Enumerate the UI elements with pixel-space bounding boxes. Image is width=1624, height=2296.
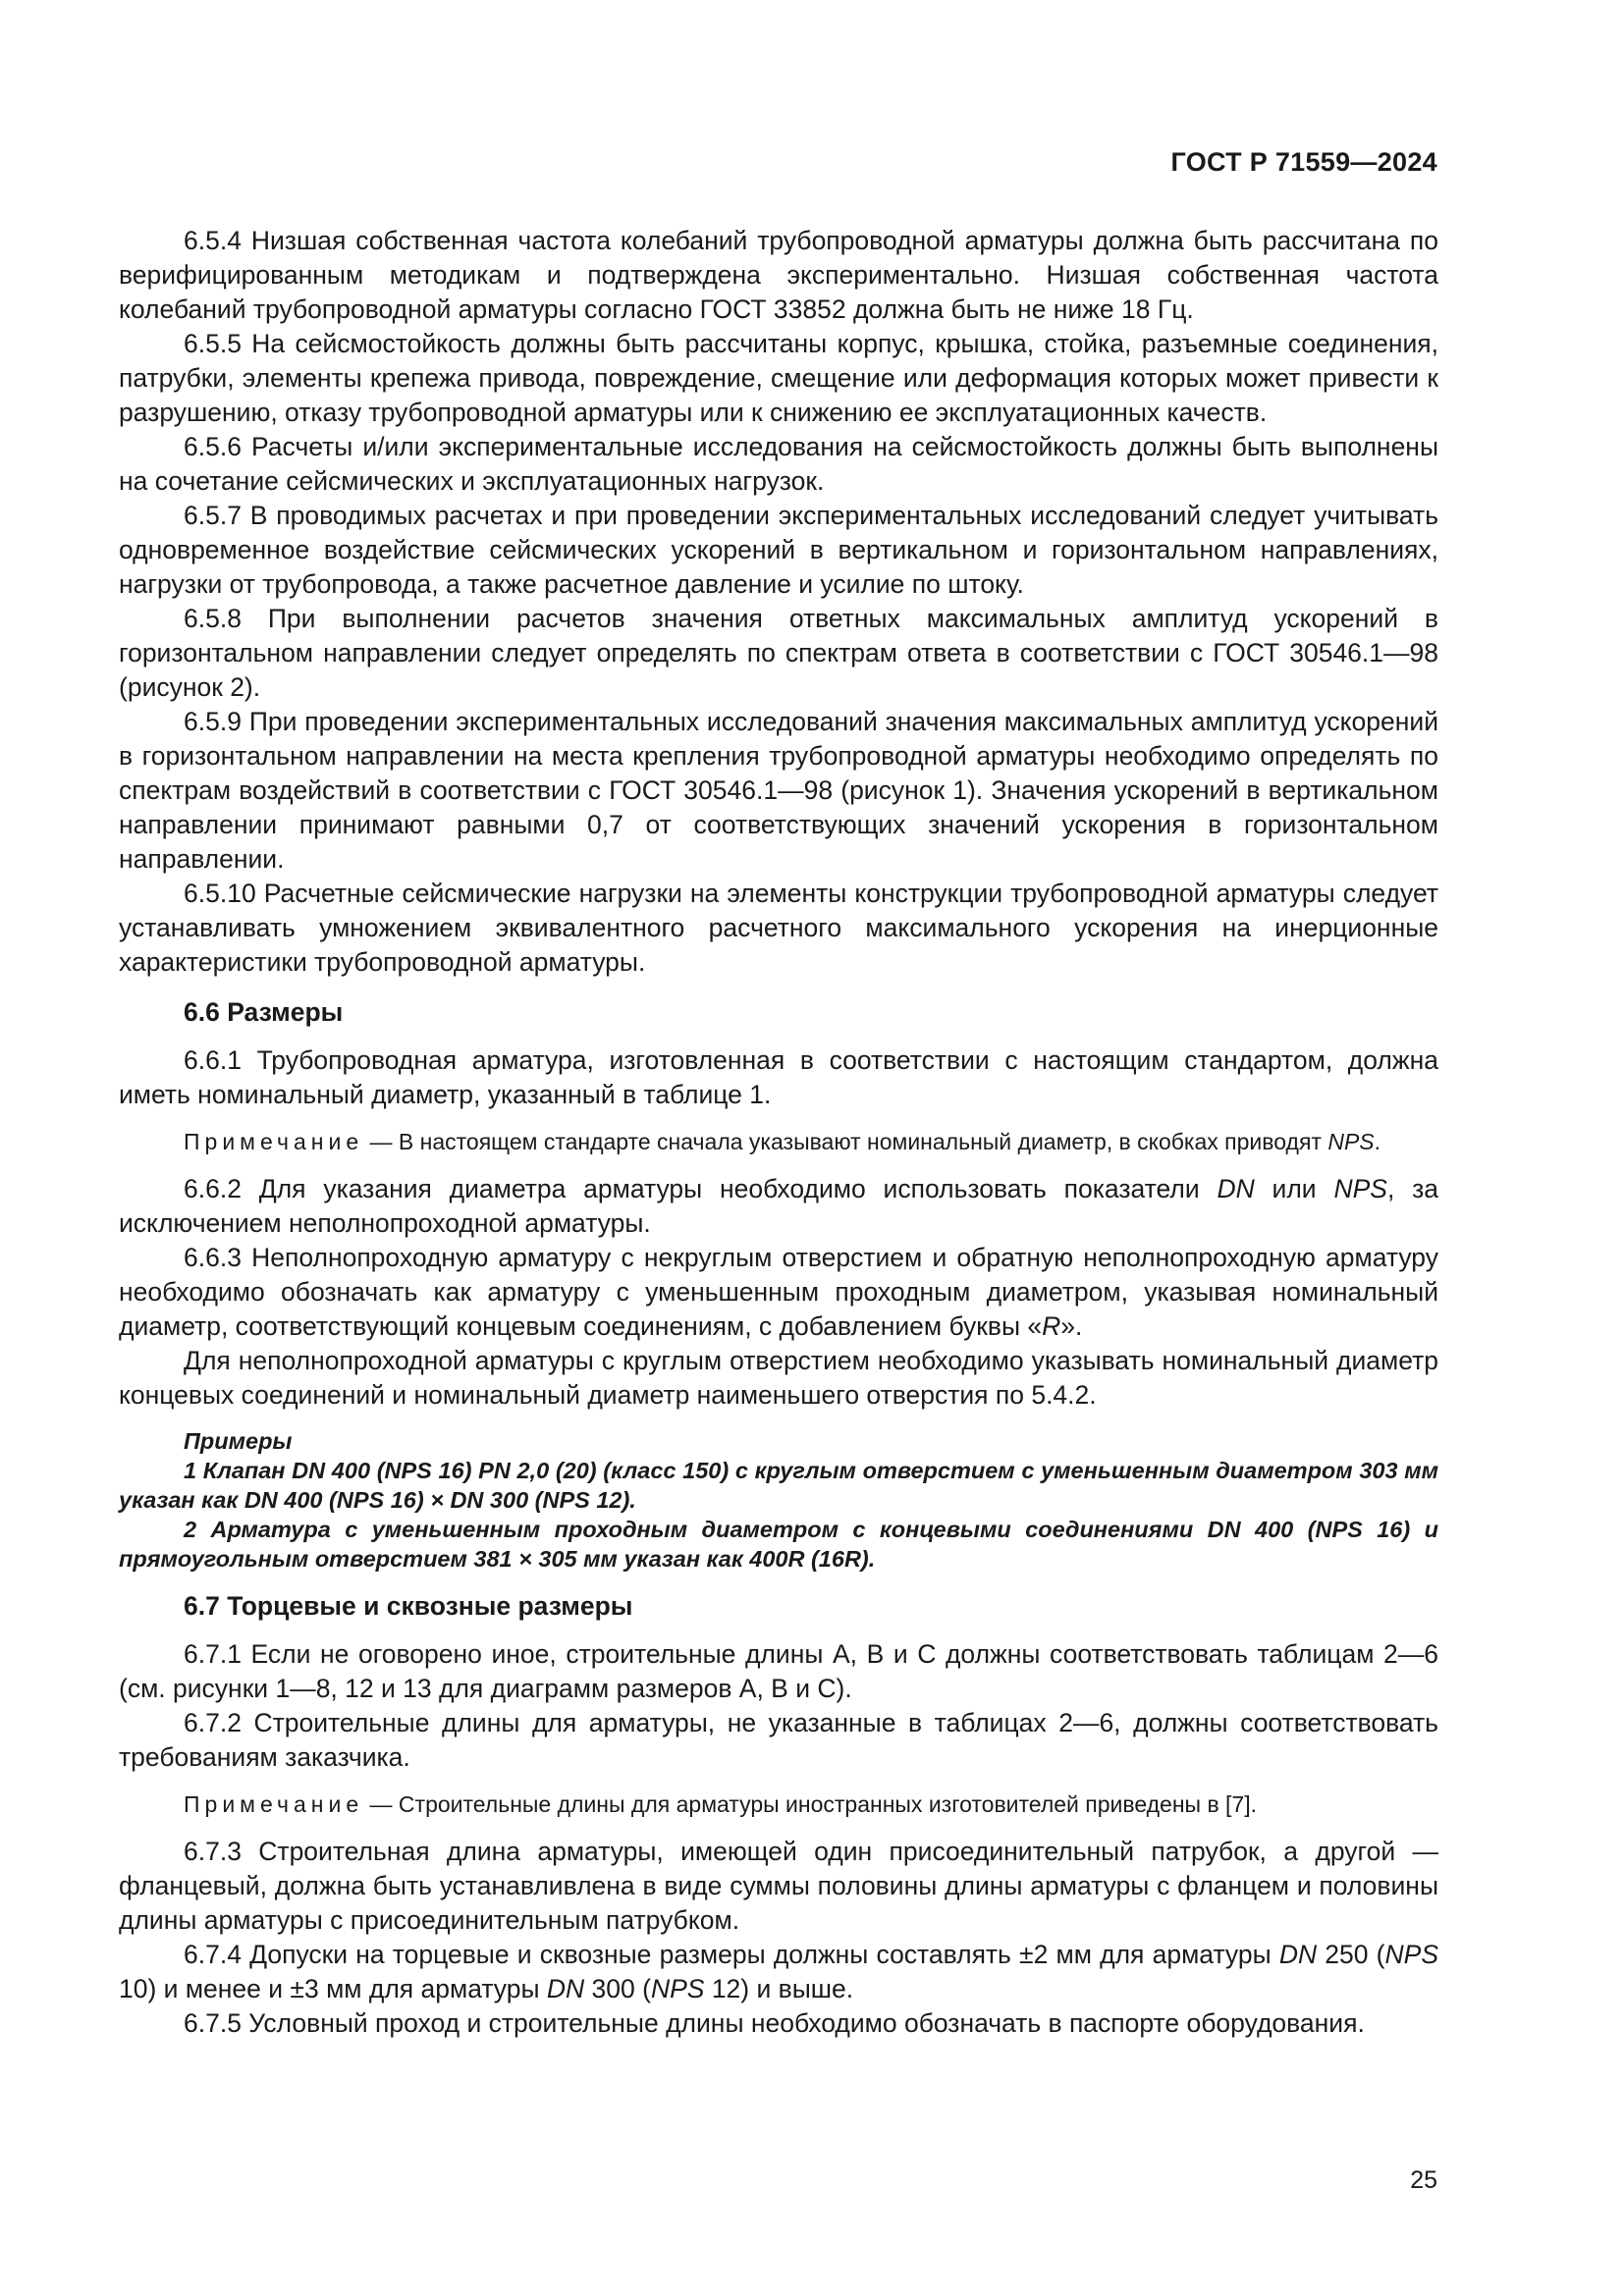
paragraph-6-5-8: 6.5.8 При выполнении расчетов значения ответных максимальных амплитуд ускорений в горизонтальном направлении следует определять по спектрам ответа в соответствии с ГОСТ 30546.1—98 (рисунок 2). <box>119 604 1438 702</box>
note-text: Строительные длины для арматуры иностранных изготовителей приведены в [7]. <box>398 1791 1258 1817</box>
paragraph-6-6-1: 6.6.1 Трубопроводная арматура, изготовленная в соответствии с настоящим стандартом, должна иметь номинальный диаметр, указанный в таблице 1. <box>119 1045 1438 1109</box>
paragraph-6-5-9: 6.5.9 При проведении экспериментальных исследований значения максимальных амплитуд ускорений в горизонтальном направлении на места крепления трубопроводной арматуры необходимо определять по спектрам воздействий в соответствии с ГОСТ 30546.1—98 (рисунок 1). Значения ускорений в вертикальном направлении принимают равными 0,7 от соответствующих значений ускорения в горизонтальном направлении. <box>119 707 1438 874</box>
paragraph-6-5-6: 6.5.6 Расчеты и/или экспериментальные исследования на сейсмостойкость должны быть выполнены на сочетание сейсмических и эксплуатационных нагрузок. <box>119 432 1438 496</box>
section-heading-6-6: 6.6 Размеры <box>184 997 344 1027</box>
example-1: 1 Клапан DN 400 (NPS 16) PN 2,0 (20) (класс 150) с круглым отверстием с уменьшенным диаметром 303 мм указан как DN 400 (NPS 16) × DN 300 (NPS 12). <box>119 1458 1438 1513</box>
paragraph-6-6-2: 6.6.2 Для указания диаметра арматуры необходимо использовать показатели DN или NPS, за исключением неполнопроходной арматуры. <box>119 1174 1438 1238</box>
note-1: Примечание — В настоящем стандарте сначала указывают номинальный диаметр, в скобках приводят NPS. <box>184 1129 1381 1154</box>
paragraph-6-6-3-continued: Для неполнопроходной арматуры с круглым отверстием необходимо указывать номинальный диаметр концевых соединений и номинальный диаметр наименьшего отверстия по 5.4.2. <box>119 1346 1438 1410</box>
note-label: Примечание <box>184 1129 364 1154</box>
example-2: 2 Арматура с уменьшенным проходным диаметром с концевыми соединениями DN 400 (NPS 16) и прямоугольным отверстием 381 × 305 мм указан как 400R (16R). <box>119 1517 1438 1572</box>
paragraph-6-5-4: 6.5.4 Низшая собственная частота колебаний трубопроводной арматуры должна быть рассчитана по верифицированным методикам и подтверждена экспериментально. Низшая собственная частота колебаний трубопроводной арматуры согласно ГОСТ 33852 должна быть не ниже 18 Гц. <box>119 226 1438 324</box>
section-heading-6-7: 6.7 Торцевые и сквозные размеры <box>184 1591 633 1621</box>
paragraph-6-5-5: 6.5.5 На сейсмостойкость должны быть рассчитаны корпус, крышка, стойка, разъемные соединения, патрубки, элементы крепежа привода, повреждение, смещение или деформация которых может привести к разрушению, отказу трубопроводной арматуры или к снижению ее эксплуатационных качеств. <box>119 329 1438 427</box>
examples-title: Примеры <box>184 1428 293 1454</box>
note-text: В настоящем стандарте сначала указывают номинальный диаметр, в скобках приводят <box>398 1129 1322 1154</box>
paragraph-6-7-5: 6.7.5 Условный проход и строительные длины необходимо обозначать в паспорте оборудования. <box>184 2008 1365 2038</box>
paragraph-6-7-1: 6.7.1 Если не оговорено иное, строительные длины А, В и С должны соответствовать таблицам 2—6 (см. рисунки 1—8, 12 и 13 для диаграмм размеров А, В и С). <box>119 1639 1438 1703</box>
paragraph-6-6-3: 6.6.3 Неполнопроходную арматуру с некруглым отверстием и обратную неполнопроходную арматуру необходимо обозначать как арматуру с уменьшенным проходным диаметром, указывая номинальный диаметр, соответствующий концевым соединениям, с добавлением буквы «R». <box>119 1243 1438 1341</box>
note-italic-term: NPS <box>1327 1129 1375 1154</box>
paragraph-6-7-4: 6.7.4 Допуски на торцевые и сквозные размеры должны составлять ±2 мм для арматуры DN 250 (NPS 10) и менее и ±3 мм для арматуры DN 300 (NPS 12) и выше. <box>119 1940 1439 2003</box>
paragraph-6-7-2: 6.7.2 Строительные длины для арматуры, не указанные в таблицах 2—6, должны соответствовать требованиям заказчика. <box>119 1708 1438 1772</box>
paragraph-6-5-7: 6.5.7 В проводимых расчетах и при проведении экспериментальных исследований следует учитывать одновременное воздействие сейсмических ускорений в вертикальном и горизонтальном направлениях, нагрузки от трубопровода, а также расчетное давление и усилие по штоку. <box>119 501 1438 599</box>
page-number: 25 <box>1410 2166 1437 2194</box>
document-body <box>119 224 1438 2041</box>
paragraph-6-7-3: 6.7.3 Строительная длина арматуры, имеющей один присоединительный патрубок, а другой — фланцевый, должна быть устанавливлена в виде суммы половины длины арматуры с фланцем и половины длины арматуры с присоединительным патрубком. <box>119 1837 1438 1935</box>
note-2: Примечание — Строительные длины для арматуры иностранных изготовителей приведены в [7]. <box>184 1791 1258 1817</box>
page-header: ГОСТ Р 71559—2024 <box>1170 147 1437 177</box>
paragraph-6-5-10: 6.5.10 Расчетные сейсмические нагрузки на элементы конструкции трубопроводной арматуры следует устанавливать умножением эквивалентного расчетного максимального ускорения на инерционные характеристики трубопроводной арматуры. <box>119 879 1438 977</box>
